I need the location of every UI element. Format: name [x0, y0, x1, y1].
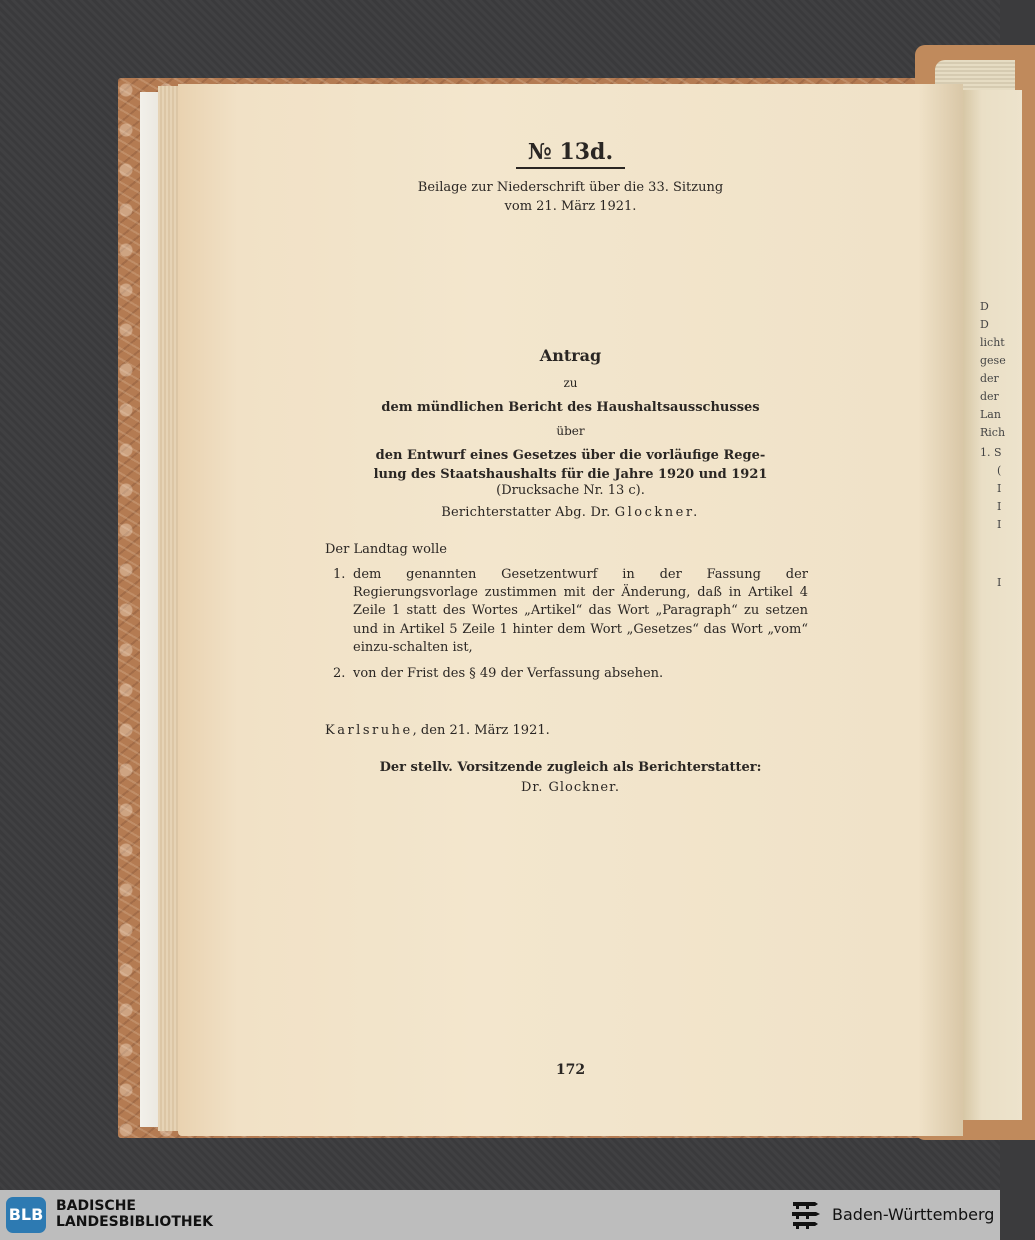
- facing-fragment: Rich: [980, 426, 1006, 439]
- document-number: [178, 139, 963, 169]
- supplement-line: vom 21. März 1921.: [504, 199, 637, 214]
- library-name[interactable]: [56, 1198, 213, 1230]
- library-name-line: BADISCHE: [56, 1198, 136, 1214]
- supplement-note: [178, 178, 963, 216]
- facing-fragment: I: [997, 518, 1002, 531]
- connector-zu: zu: [563, 376, 578, 390]
- connector-ueber: über: [556, 424, 585, 438]
- viewer-footer: [0, 1190, 1000, 1240]
- report-title: dem mündlichen Bericht des Haushaltsausschusses: [381, 400, 760, 415]
- facing-fragment: gese: [980, 354, 1006, 367]
- date: , den 21. März 1921.: [412, 723, 550, 738]
- chair-line: Der stellv. Vorsitzende zugleich als Berichterstatter:: [379, 760, 762, 775]
- item-number: 1.: [333, 567, 346, 582]
- reporter-line: [178, 505, 963, 520]
- reporter-name: Glockner.: [614, 505, 700, 520]
- facing-fragment: I: [997, 500, 1002, 513]
- drucksache-reference: (Drucksache Nr. 13 c).: [496, 483, 645, 498]
- facing-fragment: der: [980, 372, 999, 385]
- facing-fragment: D: [980, 300, 989, 313]
- facing-fragment: licht: [980, 336, 1005, 349]
- list-item: [333, 665, 808, 683]
- facing-fragment: (: [997, 464, 1002, 477]
- facing-fragment: Lan: [980, 408, 1001, 421]
- library-name-line: LANDESBIBLIOTHEK: [56, 1214, 214, 1230]
- list-item: [333, 566, 808, 657]
- heading: Antrag: [539, 346, 602, 365]
- item-number: 2.: [333, 666, 346, 682]
- place-date: [325, 723, 550, 738]
- page-number: 172: [555, 1062, 586, 1078]
- facing-fragment: I: [997, 482, 1002, 495]
- three-lions-emblem-icon[interactable]: [790, 1198, 824, 1232]
- place: Karlsruhe: [325, 723, 413, 738]
- draft-title-line: lung des Staatshaushalts für die Jahre 1920 und 1921: [373, 467, 768, 482]
- item-text: von der Frist des § 49 der Verfassung absehen.: [353, 666, 664, 682]
- chair-name: Dr. Glockner.: [521, 780, 620, 795]
- state-name[interactable]: Baden-Württemberg: [832, 1205, 995, 1224]
- facing-fragment: I: [997, 576, 1002, 589]
- item-text: dem genannten Gesetzentwurf in der Fassung der Regierungsvorlage zustimmen mit der Änderung, daß in Artikel 4 Zeile 1 statt des Wortes „Artikel“ das Wort „Paragraph“ zu setzen und in Artikel 5 Zeile 1 hinter dem Wort „Gesetzes“ das Wort „vom“ einzu-schalten ist,: [353, 567, 808, 655]
- supplement-line: Beilage zur Niederschrift über die 33. Sitzung: [417, 180, 724, 195]
- facing-fragment: 1. S: [980, 446, 1002, 459]
- facing-page: [962, 90, 1022, 1120]
- motion-intro: Der Landtag wolle: [325, 542, 447, 557]
- motion-items: [333, 566, 808, 683]
- draft-title: [178, 446, 963, 484]
- facing-fragment: der: [980, 390, 999, 403]
- blb-logo-icon[interactable]: BLB: [6, 1197, 46, 1233]
- reporter-prefix: Berichterstatter Abg. Dr.: [441, 505, 615, 520]
- draft-title-line: den Entwurf eines Gesetzes über die vorläufige Rege-: [375, 448, 766, 463]
- document-number-text: № 13d.: [516, 139, 625, 169]
- document-page: [178, 84, 963, 1136]
- facing-fragment: D: [980, 318, 989, 331]
